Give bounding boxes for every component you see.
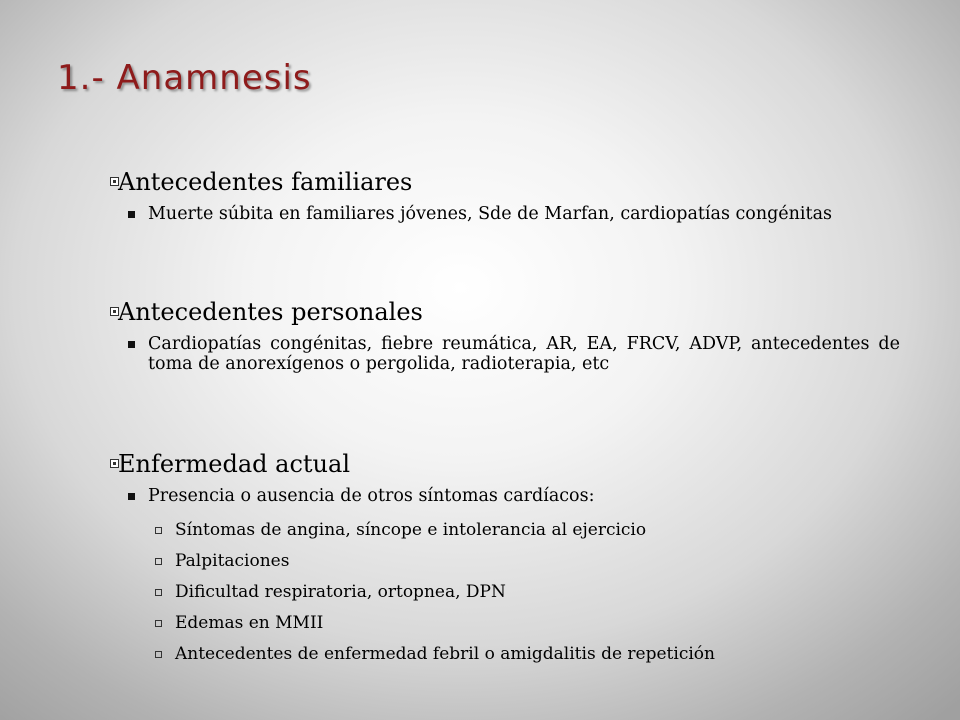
list-item <box>128 204 900 224</box>
hollow-square-bullet-icon <box>155 620 162 627</box>
list-item <box>128 486 900 506</box>
list-item-text: Muerte súbita en familiares jóvenes, Sde de Marfan, cardiopatías congénitas <box>148 204 832 224</box>
sub-list-item-text: Antecedentes de enfermedad febril o amigdalitis de repetición <box>175 644 715 664</box>
hollow-square-bullet-icon <box>155 589 162 596</box>
slide-title: 1.- Anamnesis <box>57 58 312 98</box>
filled-square-bullet-icon <box>128 341 135 348</box>
sub-list-item-text: Edemas en MMII <box>175 613 324 633</box>
hollow-square-bullet-icon <box>155 527 162 534</box>
section-heading-text: Antecedentes personales <box>118 298 423 326</box>
sub-list-item-text: Dificultad respiratoria, ortopnea, DPN <box>175 582 506 602</box>
filled-square-bullet-icon <box>128 211 135 218</box>
list-item-text: Cardiopatías congénitas, fiebre reumática, AR, EA, FRCV, ADVP, antecedentes de toma de anorexígenos o pergolida, radioterapia, etc <box>148 334 900 374</box>
sub-list-item-text: Síntomas de angina, síncope e intolerancia al ejercicio <box>175 520 647 540</box>
section-heading-text: Enfermedad actual <box>118 450 350 478</box>
hollow-square-bullet-icon <box>155 651 162 658</box>
section-heading-text: Antecedentes familiares <box>118 168 413 196</box>
sub-list-item-text: Palpitaciones <box>175 551 290 571</box>
hollow-square-bullet-icon <box>155 558 162 565</box>
list-item <box>128 334 900 374</box>
list-item-text: Presencia o ausencia de otros síntomas cardíacos: <box>148 486 595 506</box>
filled-square-bullet-icon <box>128 493 135 500</box>
